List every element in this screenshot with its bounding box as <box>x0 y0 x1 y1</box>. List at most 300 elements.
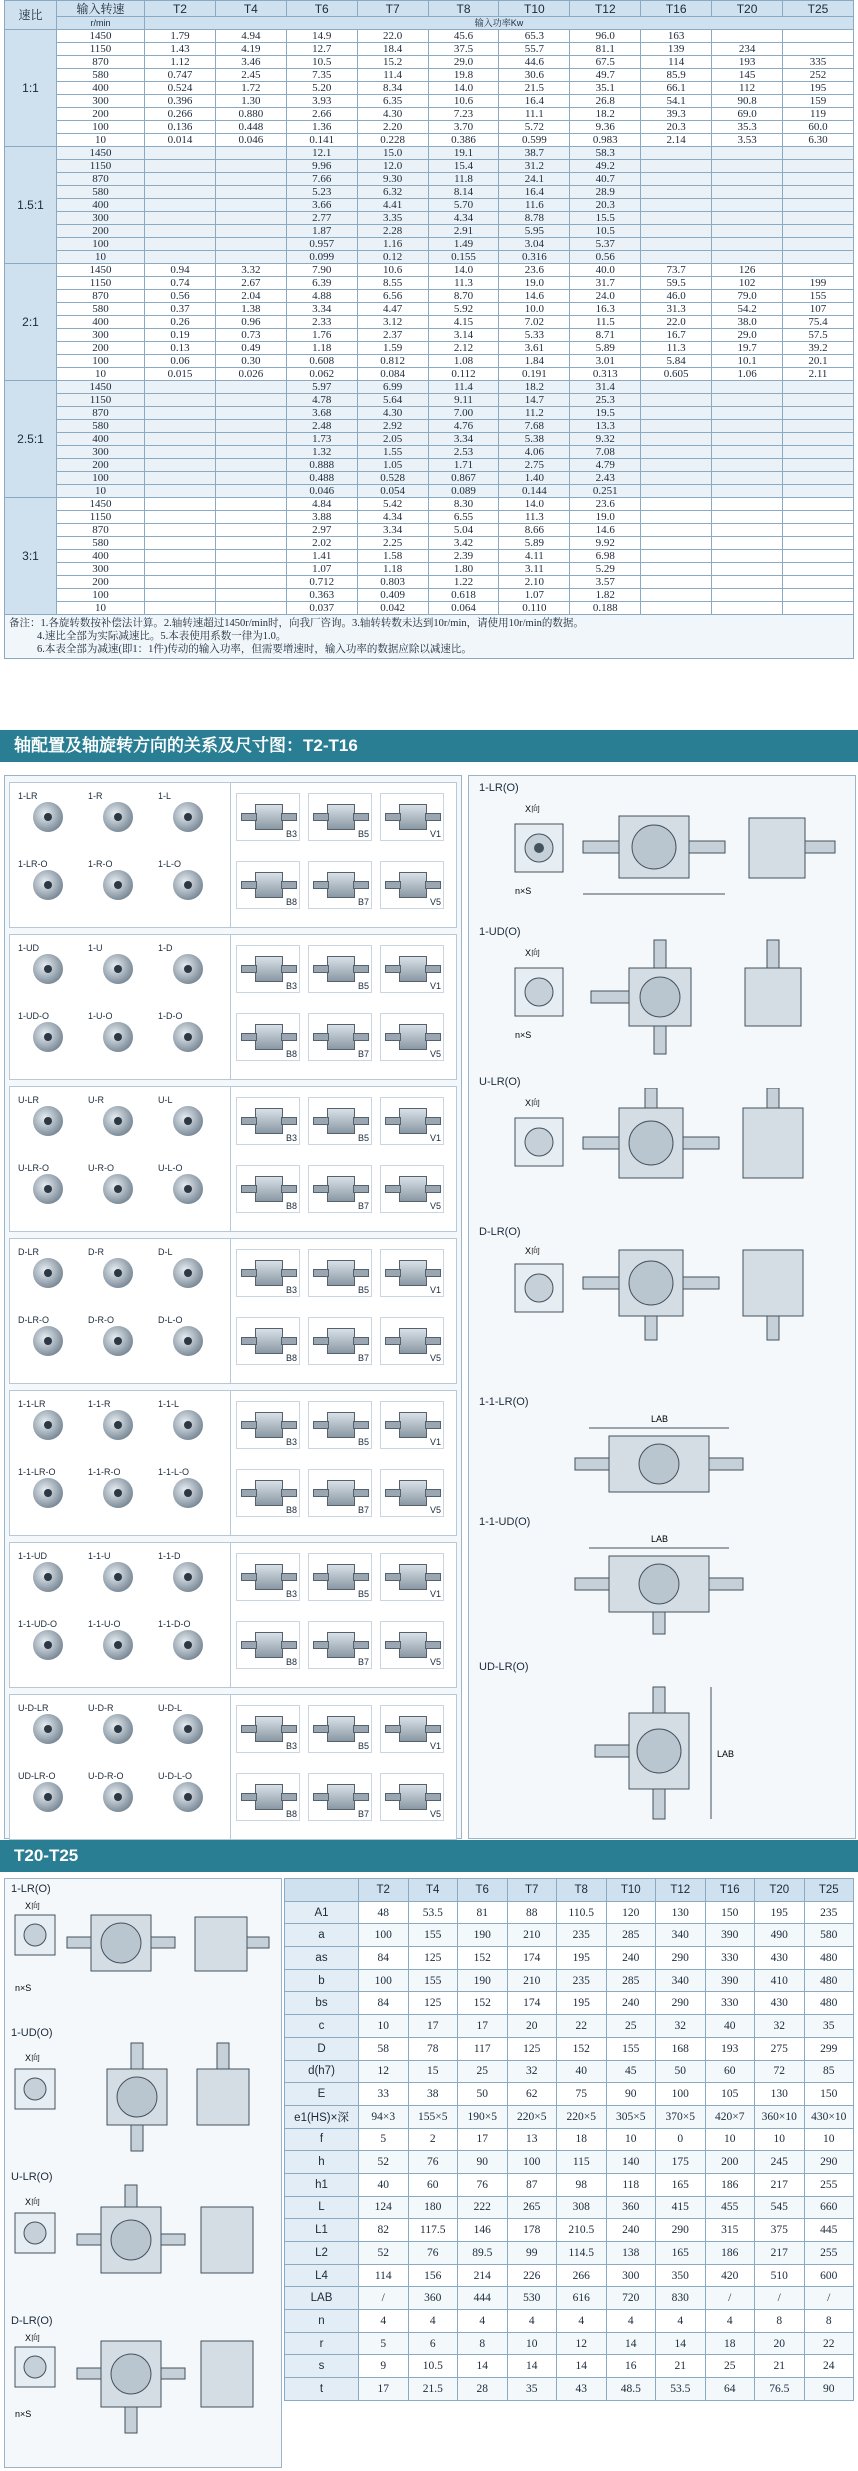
mounting-label: B7 <box>357 897 369 907</box>
config-diagram <box>18 791 78 843</box>
gearbox-rotation-icon <box>33 1258 63 1288</box>
power-cell: 0.56 <box>570 251 641 264</box>
mounting-label: B7 <box>357 1809 369 1819</box>
power-cell: 3.35 <box>357 212 428 225</box>
mounting-label: V1 <box>429 1437 441 1447</box>
config-diagram <box>18 1315 78 1367</box>
mounting-view <box>380 1469 444 1517</box>
dim-value-cell: 308 <box>557 2196 607 2219</box>
dim-value-cell: 240 <box>606 1947 656 1970</box>
gearbox-housing-icon <box>399 1784 427 1810</box>
dim-value-cell: 50 <box>458 2083 508 2106</box>
dim-value-cell: 510 <box>755 2264 805 2287</box>
power-cell: 16.4 <box>499 95 570 108</box>
dimension-table-body <box>285 1901 854 2400</box>
speed-cell: 400 <box>57 316 145 329</box>
nxs-label: n×S <box>515 1030 532 1040</box>
power-cell: 29.0 <box>712 329 783 342</box>
power-cell: 4.41 <box>357 199 428 212</box>
config-diagram <box>88 1551 148 1603</box>
power-table-row <box>5 290 854 303</box>
dim-value-cell: 186 <box>705 2242 755 2265</box>
power-cell: 0.618 <box>428 589 499 602</box>
power-cell: 13.3 <box>570 420 641 433</box>
shaft-icon <box>353 1489 369 1497</box>
power-table-row <box>5 277 854 290</box>
power-cell <box>712 524 783 537</box>
lab-label: LAB <box>717 1749 735 1759</box>
dimension-table-section <box>284 1878 854 2401</box>
config-diagram <box>18 1247 78 1299</box>
mounting-label: B8 <box>285 897 297 907</box>
power-cell: 0.747 <box>145 69 216 82</box>
power-cell <box>641 160 712 173</box>
dim-value-cell: 28 <box>458 2378 508 2401</box>
power-cell <box>145 485 216 498</box>
lab-label: LAB <box>651 1534 669 1544</box>
dim-value-cell: 138 <box>606 2242 656 2265</box>
shaft-icon <box>241 1725 257 1733</box>
dim-key-cell: b <box>285 1969 359 1992</box>
power-cell <box>712 238 783 251</box>
config-diagram <box>18 1095 78 1147</box>
config-diagram <box>88 859 148 911</box>
shaft-icon <box>425 813 441 821</box>
power-cell <box>215 485 286 498</box>
model-header-t7: T7 <box>357 1 428 17</box>
power-cell: 0.19 <box>145 329 216 342</box>
power-cell: 1.06 <box>712 368 783 381</box>
power-cell <box>641 459 712 472</box>
power-table-row <box>5 264 854 277</box>
mounting-view <box>236 1013 300 1061</box>
power-cell: 1.30 <box>215 95 286 108</box>
x-view-label: X向 <box>25 2333 41 2343</box>
config-label: U-R-O <box>88 1163 114 1173</box>
dim-table-row <box>285 2015 854 2038</box>
dim-value-cell: 214 <box>458 2264 508 2287</box>
dim-value-cell: 14 <box>606 2332 656 2355</box>
power-cell: 0.316 <box>499 251 570 264</box>
shaft-icon <box>241 1489 257 1497</box>
power-cell: 1.36 <box>286 121 357 134</box>
power-cell: 6.99 <box>357 381 428 394</box>
shaft-icon <box>241 1573 257 1581</box>
gearbox-rotation-icon <box>33 1326 63 1356</box>
nxs-label: n×S <box>515 886 532 896</box>
power-cell <box>145 498 216 511</box>
config-diagram <box>18 1551 78 1603</box>
power-cell: 40.0 <box>570 264 641 277</box>
power-cell: 0.13 <box>145 342 216 355</box>
power-cell: 0.014 <box>145 134 216 147</box>
power-cell: 114 <box>641 56 712 69</box>
power-cell <box>145 459 216 472</box>
dim-value-cell: 10 <box>507 2332 557 2355</box>
power-table-row <box>5 563 854 576</box>
dim-value-cell: 10 <box>705 2128 755 2151</box>
mounting-view <box>236 1621 300 1669</box>
mounting-view <box>380 1773 444 1821</box>
config-label: 1-U-O <box>88 1011 113 1021</box>
power-cell: 2.11 <box>783 368 854 381</box>
shaft-icon <box>281 1573 297 1581</box>
config-diagram <box>158 943 218 995</box>
power-cell: 0.099 <box>286 251 357 264</box>
shaft-icon <box>313 1117 329 1125</box>
mounting-label: B3 <box>285 981 297 991</box>
power-cell: 3.01 <box>570 355 641 368</box>
dim-value-cell: 84 <box>359 1947 409 1970</box>
dim-value-cell: 150 <box>705 1901 755 1924</box>
power-cell <box>712 186 783 199</box>
dim-value-cell: 220×5 <box>507 2105 557 2128</box>
power-cell <box>641 511 712 524</box>
dim-table-row <box>285 2378 854 2401</box>
config-diagram <box>158 1095 218 1147</box>
config-diagram <box>158 1703 218 1755</box>
drawing-1-ud <box>479 926 845 1061</box>
power-cell: 0.396 <box>145 95 216 108</box>
power-cell: 0.30 <box>215 355 286 368</box>
dim-value-cell: 445 <box>804 2219 854 2242</box>
power-cell: 0.37 <box>145 303 216 316</box>
speed-cell: 10 <box>57 368 145 381</box>
power-cell <box>145 537 216 550</box>
dim-value-cell: 195 <box>755 1901 805 1924</box>
power-cell <box>215 589 286 602</box>
power-cell: 19.1 <box>428 147 499 160</box>
gearbox-rotation-icon <box>173 954 203 984</box>
t20-drawing-u-lr-svg <box>11 2183 275 2307</box>
power-cell <box>145 446 216 459</box>
power-cell: 0.188 <box>570 602 641 615</box>
power-cell <box>215 251 286 264</box>
power-cell: 3.57 <box>570 576 641 589</box>
speed-cell: 300 <box>57 212 145 225</box>
power-table-row <box>5 459 854 472</box>
power-table-row <box>5 420 854 433</box>
gearbox-rotation-icon <box>103 1714 133 1744</box>
power-cell <box>783 394 854 407</box>
power-cell <box>712 394 783 407</box>
power-cell: 6.55 <box>428 511 499 524</box>
config-label: 1-1-LR-O <box>18 1467 56 1477</box>
mounting-label: B5 <box>357 981 369 991</box>
power-cell: 15.2 <box>357 56 428 69</box>
power-cell: 3.34 <box>428 433 499 446</box>
power-cell: 112 <box>712 82 783 95</box>
shaft-icon <box>241 1793 257 1801</box>
power-cell: 1.71 <box>428 459 499 472</box>
speed-cell: 300 <box>57 329 145 342</box>
power-cell: 7.02 <box>499 316 570 329</box>
power-cell: 0.812 <box>357 355 428 368</box>
config-label: U-LR-O <box>18 1163 49 1173</box>
power-cell: 163 <box>641 30 712 43</box>
power-cell: 0.957 <box>286 238 357 251</box>
dim-value-cell: 10.5 <box>408 2355 458 2378</box>
config-diagram <box>18 1771 78 1823</box>
power-cell <box>215 576 286 589</box>
power-cell <box>712 459 783 472</box>
speed-cell: 100 <box>57 121 145 134</box>
power-cell: 0.49 <box>215 342 286 355</box>
dim-key-cell: e1(HS)×深 <box>285 2105 359 2128</box>
shaft-icon <box>313 965 329 973</box>
power-cell: 4.06 <box>499 446 570 459</box>
dim-value-cell: 4 <box>606 2310 656 2333</box>
power-cell: 14.0 <box>499 498 570 511</box>
dim-table-row <box>285 2287 854 2310</box>
dim-value-cell: 100 <box>507 2151 557 2174</box>
dim-value-cell: 94×3 <box>359 2105 409 2128</box>
power-cell: 1.87 <box>286 225 357 238</box>
mounting-label: B5 <box>357 1437 369 1447</box>
power-table-row <box>5 43 854 56</box>
power-cell: 4.34 <box>357 511 428 524</box>
dim-value-cell: 76.5 <box>755 2378 805 2401</box>
config-label: U-LR <box>18 1095 40 1105</box>
mounting-label: V5 <box>429 1809 441 1819</box>
dim-value-cell: 85 <box>804 2060 854 2083</box>
shaft-icon <box>385 1421 401 1429</box>
dim-key-cell: s <box>285 2355 359 2378</box>
shaft-icon <box>241 1185 257 1193</box>
power-cell: 119 <box>783 108 854 121</box>
dim-value-cell: 40 <box>705 2015 755 2038</box>
mounting-view <box>308 1773 372 1821</box>
dim-key-cell: L4 <box>285 2264 359 2287</box>
power-table-row <box>5 498 854 511</box>
gearbox-housing-icon <box>327 1176 355 1202</box>
power-cell <box>145 199 216 212</box>
config-diagram <box>158 1619 218 1671</box>
mounting-view <box>380 945 444 993</box>
power-cell: 1.49 <box>428 238 499 251</box>
power-cell <box>641 472 712 485</box>
power-cell: 3.46 <box>215 56 286 69</box>
shaft-icon <box>241 1117 257 1125</box>
gearbox-housing-icon <box>399 956 427 982</box>
dim-table-row <box>285 2219 854 2242</box>
shaft-icon <box>385 1033 401 1041</box>
mounting-label: V5 <box>429 1657 441 1667</box>
dim-model-header: T12 <box>656 1879 706 1902</box>
drawing-title: 1-1-UD(O) <box>479 1516 531 1528</box>
power-cell: 1.18 <box>286 342 357 355</box>
dim-value-cell: 117.5 <box>408 2219 458 2242</box>
dim-value-cell: 125 <box>408 1992 458 2015</box>
dim-value-cell: 18 <box>557 2128 607 2151</box>
dim-value-cell: 444 <box>458 2287 508 2310</box>
dim-table-row <box>285 2128 854 2151</box>
power-cell: 16.3 <box>570 303 641 316</box>
power-cell: 5.64 <box>357 394 428 407</box>
power-cell <box>712 251 783 264</box>
dim-key-cell: L <box>285 2196 359 2219</box>
gearbox-rotation-icon <box>33 1478 63 1508</box>
mounting-label: B5 <box>357 1741 369 1751</box>
model-header-t4: T4 <box>215 1 286 17</box>
power-cell: 3.66 <box>286 199 357 212</box>
section-title-t2-t16: 轴配置及轴旋转方向的关系及尺寸图：T2-T16 <box>0 730 858 762</box>
power-cell: 73.7 <box>641 264 712 277</box>
gearbox-housing-icon <box>327 1328 355 1354</box>
speed-cell: 1150 <box>57 511 145 524</box>
power-cell: 1.73 <box>286 433 357 446</box>
mounting-view <box>380 1165 444 1213</box>
power-cell: 3.34 <box>357 524 428 537</box>
power-cell: 7.68 <box>499 420 570 433</box>
dim-value-cell: 35 <box>507 2378 557 2401</box>
gearbox-rotation-icon <box>33 954 63 984</box>
gearbox-rotation-icon <box>33 1714 63 1744</box>
power-table-row <box>5 251 854 264</box>
power-cell: 9.32 <box>570 433 641 446</box>
power-table-row <box>5 589 854 602</box>
dim-value-cell: 52 <box>359 2151 409 2174</box>
gearbox-rotation-icon <box>103 1258 133 1288</box>
power-cell: 11.5 <box>570 316 641 329</box>
dim-value-cell: 530 <box>507 2287 557 2310</box>
power-cell: 5.37 <box>570 238 641 251</box>
power-cell: 2.37 <box>357 329 428 342</box>
gearbox-housing-icon <box>399 1108 427 1134</box>
mounting-label: B7 <box>357 1505 369 1515</box>
power-cell: 4.78 <box>286 394 357 407</box>
gearbox-rotation-icon <box>33 802 63 832</box>
shaft-icon <box>425 1117 441 1125</box>
power-cell: 102 <box>712 277 783 290</box>
power-table-row <box>5 524 854 537</box>
dim-value-cell: 190 <box>458 1924 508 1947</box>
power-cell: 199 <box>783 277 854 290</box>
mounting-view <box>236 945 300 993</box>
power-cell <box>712 472 783 485</box>
speed-cell: 1150 <box>57 43 145 56</box>
power-cell: 1.79 <box>145 30 216 43</box>
config-diagram <box>18 859 78 911</box>
dim-value-cell: 100 <box>359 1924 409 1947</box>
shaft-icon <box>425 1489 441 1497</box>
mounting-label: V1 <box>429 981 441 991</box>
power-cell: 40.7 <box>570 173 641 186</box>
mounting-label: B3 <box>285 1437 297 1447</box>
power-cell <box>783 407 854 420</box>
config-diagram <box>88 1399 148 1451</box>
shaft-icon <box>425 1641 441 1649</box>
power-cell <box>145 212 216 225</box>
config-label: 1-R <box>88 791 103 801</box>
dim-value-cell: 72 <box>755 2060 805 2083</box>
drawing-1-ud-svg <box>479 938 845 1058</box>
power-cell: 0.448 <box>215 121 286 134</box>
speed-cell: 400 <box>57 199 145 212</box>
power-cell: 0.084 <box>357 368 428 381</box>
power-cell: 1.55 <box>357 446 428 459</box>
power-cell: 0.054 <box>357 485 428 498</box>
model-header-t8: T8 <box>428 1 499 17</box>
power-cell: 45.6 <box>428 30 499 43</box>
dim-table-row <box>285 2083 854 2106</box>
gearbox-housing-icon <box>399 804 427 830</box>
config-diagram <box>158 1771 218 1823</box>
power-cell <box>145 563 216 576</box>
power-cell: 3.42 <box>428 537 499 550</box>
dim-value-cell: 315 <box>705 2219 755 2242</box>
power-cell: 2.48 <box>286 420 357 433</box>
dim-value-cell: 174 <box>507 1947 557 1970</box>
model-header-t25: T25 <box>783 1 854 17</box>
mounting-view <box>380 1401 444 1449</box>
power-cell <box>145 186 216 199</box>
power-cell: 5.33 <box>499 329 570 342</box>
power-cell: 5.89 <box>499 537 570 550</box>
power-cell: 2.43 <box>570 472 641 485</box>
power-table-row <box>5 472 854 485</box>
dim-value-cell: / <box>755 2287 805 2310</box>
power-cell: 4.19 <box>215 43 286 56</box>
power-cell: 0.488 <box>286 472 357 485</box>
power-cell: 0.26 <box>145 316 216 329</box>
ratio-cell: 1:1 <box>5 30 57 147</box>
dim-value-cell: 410 <box>755 1969 805 1992</box>
dim-table-row <box>285 2242 854 2265</box>
gearbox-rotation-icon <box>33 1174 63 1204</box>
config-label: U-D-L <box>158 1703 182 1713</box>
shaft-icon <box>425 1033 441 1041</box>
dim-value-cell: 4 <box>458 2310 508 2333</box>
power-cell <box>712 563 783 576</box>
config-diagram <box>18 1703 78 1755</box>
power-cell: 12.7 <box>286 43 357 56</box>
power-cell: 1.43 <box>145 43 216 56</box>
power-cell: 2.67 <box>215 277 286 290</box>
dim-value-cell: 48 <box>359 1901 409 1924</box>
power-cell <box>641 576 712 589</box>
config-diagram <box>18 943 78 995</box>
shaft-icon <box>313 1185 329 1193</box>
dim-value-cell: 210 <box>507 1969 557 1992</box>
gearbox-housing-icon <box>327 804 355 830</box>
dim-value-cell: 255 <box>804 2173 854 2196</box>
gearbox-housing-icon <box>255 1632 283 1658</box>
mounting-view <box>380 1621 444 1669</box>
dim-value-cell: 22 <box>557 2015 607 2038</box>
shaft-icon <box>385 1725 401 1733</box>
dim-value-cell: 38 <box>408 2083 458 2106</box>
x-view-label: X向 <box>25 2053 41 2063</box>
power-cell: 2.10 <box>499 576 570 589</box>
power-table-row <box>5 316 854 329</box>
mounting-view <box>236 1165 300 1213</box>
power-cell <box>215 550 286 563</box>
power-cell: 234 <box>712 43 783 56</box>
dim-value-cell: 235 <box>804 1901 854 1924</box>
dim-value-cell: 32 <box>656 2015 706 2038</box>
gearbox-rotation-icon <box>103 1174 133 1204</box>
dim-value-cell: 10 <box>804 2128 854 2151</box>
dim-value-cell: 40 <box>359 2173 409 2196</box>
speed-cell: 200 <box>57 459 145 472</box>
power-cell: 0.251 <box>570 485 641 498</box>
power-cell: 81.1 <box>570 43 641 56</box>
power-cell: 7.90 <box>286 264 357 277</box>
power-cell: 37.5 <box>428 43 499 56</box>
power-cell <box>215 238 286 251</box>
drawing-ud-lr-svg <box>479 1673 845 1833</box>
